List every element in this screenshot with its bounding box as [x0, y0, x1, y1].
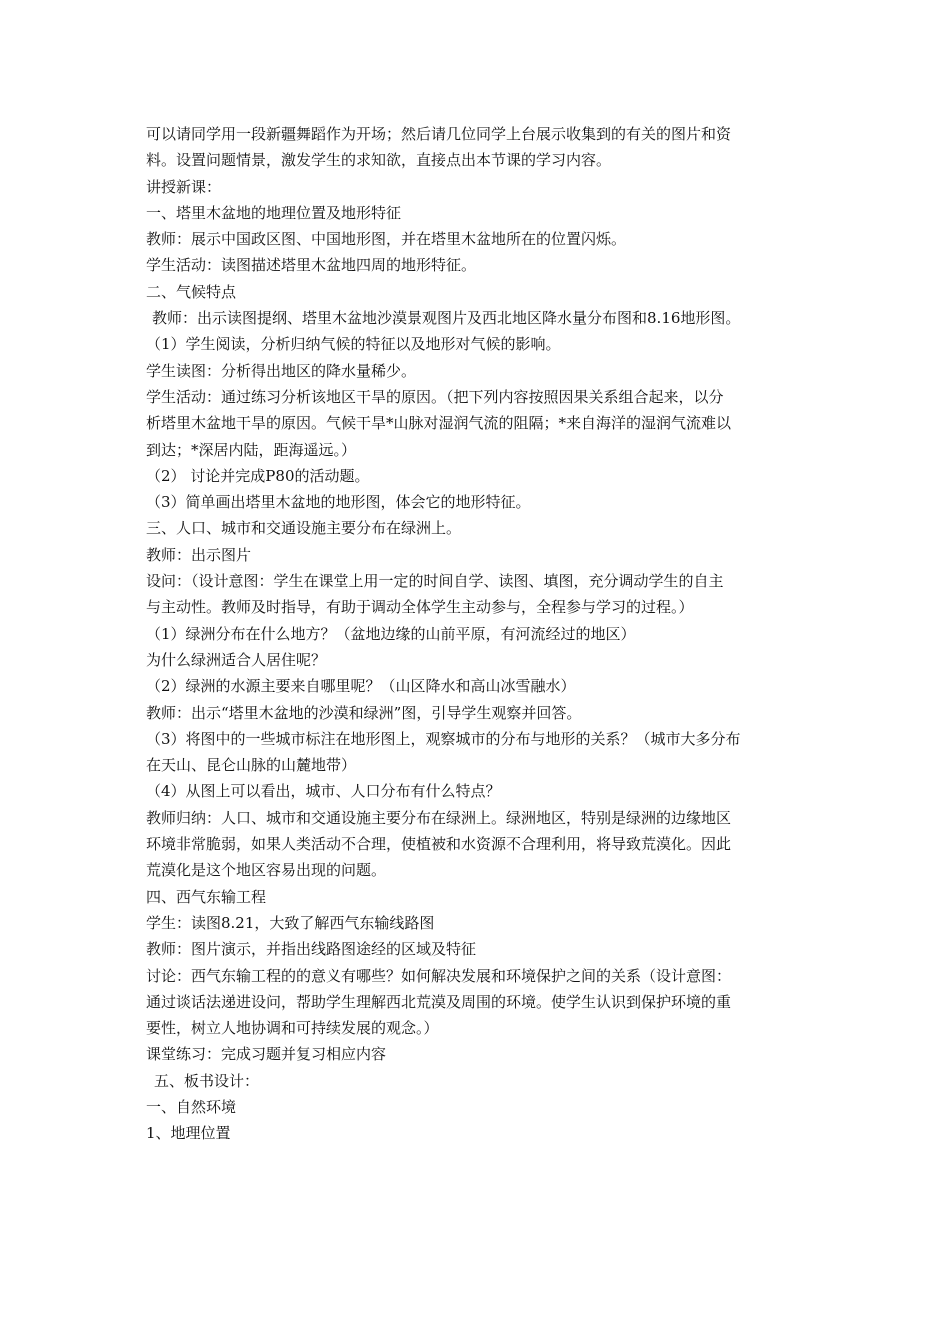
text-line: 1、地理位置	[146, 1124, 231, 1143]
list-item: （2） 讨论并完成P80的活动题。	[146, 466, 370, 485]
list-item: （3）将图中的一些城市标注在地形图上，观察城市的分布与地形的关系？（城市大多分布	[146, 729, 741, 748]
list-item: （2）绿洲的水源主要来自哪里呢？（山区降水和高山冰雪融水）	[146, 677, 576, 696]
section-heading: 三、人口、城市和交通设施主要分布在绿洲上。	[146, 519, 462, 538]
text-line: 可以请同学用一段新疆舞蹈作为开场；然后请几位同学上台展示收集到的有关的图片和资	[146, 125, 732, 143]
text-line: 讨论：西气东输工程的的意义有哪些？如何解决发展和环境保护之间的关系（设计意图：	[146, 966, 732, 985]
text-line: 析塔里木盆地干旱的原因。气候干旱*山脉对湿润气流的阻隔；*来自海洋的湿润气流难以	[146, 414, 732, 433]
text-line: 荒漠化是这个地区容易出现的问题。	[146, 861, 387, 880]
text-line: 到达；*深居内陆，距海遥远。）	[146, 440, 357, 459]
text-line: 学生活动：读图描述塔里木盆地四周的地形特征。	[146, 256, 477, 275]
text-line: 学生活动：通过练习分析该地区干旱的原因。（把下列内容按照因果关系组合起来，以分	[146, 387, 724, 406]
text-line: 学生：读图8.21，大致了解西气东输线路图	[146, 913, 435, 932]
text-line: 环境非常脆弱，如果人类活动不合理，使植被和水资源不合理利用，将导致荒漠化。因此	[146, 835, 732, 854]
text-line: 教师归纳：人口、城市和交通设施主要分布在绿洲上。绿洲地区，特别是绿洲的边缘地区	[146, 808, 732, 827]
section-heading: 五、板书设计：	[154, 1071, 260, 1090]
text-line: 在天山、昆仑山脉的山麓地带）	[146, 756, 357, 775]
list-item: （4）从图上可以看出，城市、人口分布有什么特点？	[146, 782, 501, 801]
text-line: 与主动性。教师及时指导，有助于调动全体学生主动参与，全程参与学习的过程。）	[146, 598, 694, 617]
text-line: 教师：图片演示，并指出线路图途经的区域及特征	[146, 940, 477, 959]
text-line: 教师：出示读图提纲、塔里木盆地沙漠景观图片及西北地区降水量分布图和8.16地形图。	[152, 309, 741, 328]
text-line: 通过谈话法递进设问，帮助学生理解西北荒漠及周围的环境。使学生认识到保护环境的重	[146, 992, 732, 1011]
list-item: （3）简单画出塔里木盆地的地形图，体会它的地形特征。	[146, 493, 531, 512]
text-line: 要性，树立人地协调和可持续发展的观念。）	[146, 1019, 439, 1038]
text-line: 教师：出示“塔里木盆地的沙漠和绿洲”图，引导学生观察并回答。	[146, 703, 582, 722]
text-line: 学生读图：分析得出地区的降水量稀少。	[146, 361, 417, 380]
list-item: （1）绿洲分布在什么地方？（盆地边缘的山前平原，有河流经过的地区）	[146, 624, 636, 643]
text-line: 设问：（设计意图：学生在课堂上用一定的时间自学、读图、填图，充分调动学生的自主	[146, 572, 724, 591]
list-item: （1）学生阅读，分析归纳气候的特征以及地形对气候的影响。	[146, 335, 561, 354]
text-line: 料。设置问题情景，激发学生的求知欲，直接点出本节课的学习内容。	[146, 151, 612, 170]
text-line: 讲授新课：	[146, 177, 222, 196]
section-heading: 二、气候特点	[146, 282, 237, 301]
section-heading: 四、西气东输工程	[146, 887, 267, 906]
text-line: 教师：出示图片	[146, 545, 252, 564]
text-line: 为什么绿洲适合人居住呢？	[146, 650, 327, 669]
text-line: 课堂练习：完成习题并复习相应内容	[146, 1045, 387, 1064]
section-heading: 一、自然环境	[146, 1097, 237, 1116]
text-line: 教师：展示中国政区图、中国地形图，并在塔里木盆地所在的位置闪烁。	[146, 230, 627, 249]
section-heading: 一、塔里木盆地的地理位置及地形特征	[146, 203, 402, 222]
